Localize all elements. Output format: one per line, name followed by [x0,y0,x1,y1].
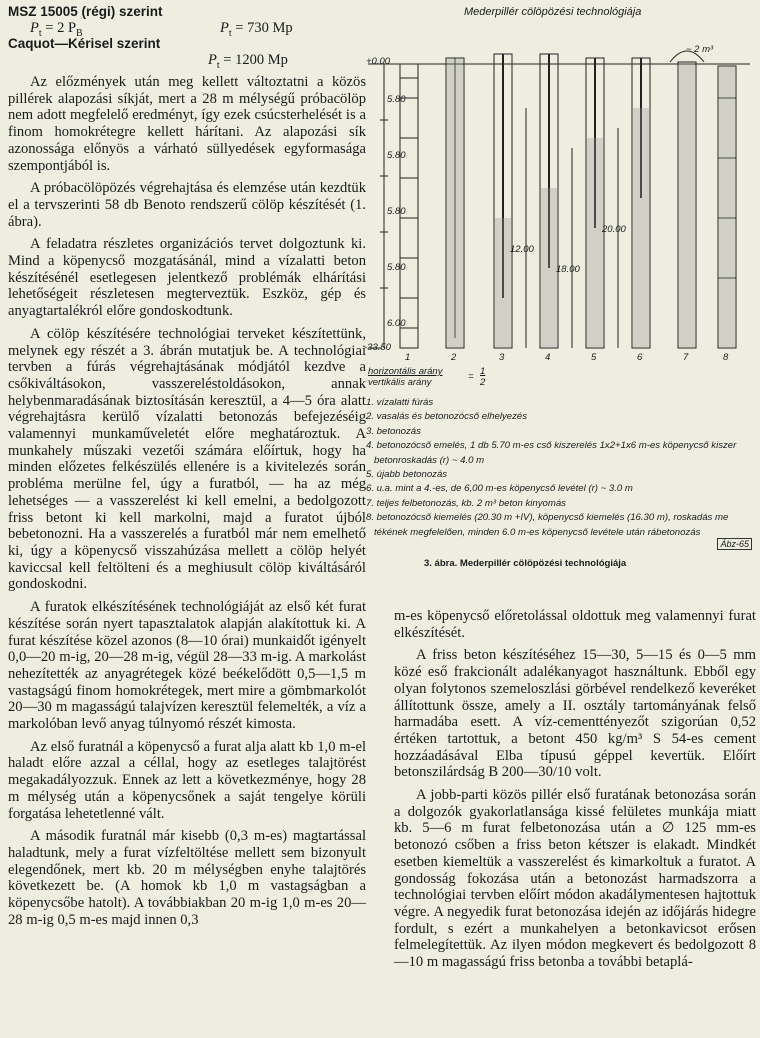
paragraph: A feladatra részletes organizációs tervet dolgoztunk ki. Mind a köpenycső mozgatásánál, mind a vízalatti beton készítésénél esetlegesen jelentkező problémák elhárítási lehetőségeit részletesen megterveztük. Eszköz, gép és anyagtartalékról előre gondoskodtunk. [8,236,366,320]
column-number: 7 [683,352,689,363]
dimension-label: 20.00 [602,224,626,235]
header-line-3 [8,36,366,52]
paragraph: m-es köpenycső előretolással oldottuk meg valamennyi furat elkészítését. [394,608,756,641]
paragraph: A második furatnál már kisebb (0,3 m-es) magtartással haladtunk, mely a furat vízfeltöltése mellett sem bizonyult elegendőnek, mert kb. 20 m mélységben enyhe talajtörés következett be. (A homok kb 1,0 m vastagságban a köpenycsőbe hatolt). A továbbiakban 20 m-ig 1,0 m-es 20—28 m-ig 0,5 m-es majd innen 0,3 [8,828,366,928]
column-number: 1 [405,352,411,363]
legend-item: 5. újabb betonozás [366,469,448,481]
legend-item: 2. vasalás és betonozócső elhelyezés [366,411,528,423]
figure: Mederpillér cölöpözési technológiája +0.00 -33.50 ~ 2 m³ 5.80 5.80 5.80 5.80 6.00 12.00 18.00 20.00 1 2 3 4 5 6 7 8 horizontális arány vertikális arány = 1 2 1. vízalatti fúrás 2. vasalás és betonozócső elhelyezés 3. betonozás 4. betonozócső emelés, 1 db 5.70 m-es cső kiszerelés 1x2+1x6 m-es köpenycső kiszer betonroskadás (r) ~ 4.0 m 5. újabb betonozás 6. u.a. mint a 4.-es, de 6,00 m-es köpenycső levétel (r) ~ 3.0 m 7. teljes felbetonozás, kb. 2 m³ beton kinyomás 8. betonozócső kiemelés (20.30 m +IV), köpenycső kiemelés (16.30 m), roskadás me tékének megfelelően, minden 6.0 m-es köpenycső levétele után rábetonozás Ábz-65 3. ábra. Mederpillér cölöpözési technológiája [360,4,760,600]
top-level-label: +0.00 [366,56,391,67]
paragraph: Az első furatnál a köpenycső a furat alja alatt kb 1,0 m-el haladt előre azzal a céllal, hogy az esetleges talajtörést megakadályozzuk. Ennek az lett a következménye, hogy 28 m mélység után a köpenycsőnek a saját tengelye körüli forgatása lehetetlenné vált. [8,738,366,822]
depth-label: 5.80 [387,262,406,273]
pile-diagram [360,18,760,378]
left-column [8,4,366,928]
column-number: 4 [545,352,551,363]
formula-left: $P_t = 2$ $P_B$ [30,20,83,39]
volume-label: ~ 2 m³ [686,44,714,55]
legend-item: 6. u.a. mint a 4.-es, de 6,00 m-es köpenycső levétel (r) ~ 3.0 m [366,483,633,495]
paragraph: Az előzmények után meg kellett változtatni a közös pillérek alapozási síkját, mert a 28 m mélységű próbacölöp nem adott megfelelő eredményt, így ezek csúcsterhelését is a finom homokrétegre kellett hárítani. Az alapozási sík azonossága előnyös a várható süllyedések egyformasága szempontjából is. [8,74,366,174]
legend-item: betonroskadás (r) ~ 4.0 m [366,454,485,466]
column-number: 2 [451,352,457,363]
depth-label: 6.00 [387,318,406,329]
column-number: 5 [591,352,597,363]
legend-item: 8. betonozócső kiemelés (20.30 m +IV), köpenycső kiemelés (16.30 m), roskadás me [366,512,729,524]
figure-title: Mederpillér cölöpözési technológiája [464,6,642,18]
formula-right: $P_t = 730$ Mp [220,20,293,39]
paragraph: A jobb-parti közös pillér első furatának betonozása során a dolgozók gyakorlatlansága kissé felületes munkája miatt kb. 5—6 m furat felbetonozása után a ∅ 125 mm-es betonozó csőben a friss beton kétszer is elakadt. Mindkét esetben kiemeltük a vasszerelést és kimarkoltuk a furatot. A gondosság fokozása után a betonozást harmadszorra a technológiai tervben előírt módon akadálymentesen hajtottuk végre. A negyedik furat betonozása idején az időjárás hidegre fordult, s ezért a munkahelyen a betonkavicsot erősen felmelegítettük. Az ilyen módon megkevert és bedolgozott 8—10 m magasságú friss betonba a további betaplá- [394,787,756,971]
header-line-2 [8,20,366,39]
bottom-level-label: -33.50 [364,342,391,353]
depth-label: 5.80 [387,94,406,105]
figure-code: Ábz-65 [717,538,752,550]
header-line-4 [8,52,366,71]
depth-label: 5.80 [387,150,406,161]
standard-label: MSZ 15005 (régi) szerint [8,4,163,19]
header-line-1 [8,4,366,20]
figure-legend [366,396,758,540]
column-number: 3 [499,352,505,363]
paragraph: A friss beton készítéséhez 15—30, 5—15 és 0—5 mm közé eső frakcionált adalékanyagot használtunk. Ebből egy olyan folytonos szemeloszlási görbével rendelkező keveréket állítottunk össze, amely a II. osztály tartományának felső harmadába esett. A víz-cementtényezőt szigorúan 0,52 értéken tartottuk, a betont 450 kg/m³ S 54-es cement hozzáadásával Elba típusú géppel kevertük. Előírt betonszilárdság B 200—30/10 volt. [394,647,756,781]
legend-item: 3. betonozás [366,425,421,437]
paragraph: A cölöp készítésére technológiai terveket készítettünk, melynek egy részét a 3. ábrán mutatjuk be. A technológiai tervben a fúrás végrehajtásának módjától kezdve a csőkiváltásokon, vasszereléstoldásokon, annak helybenmaradásának biztosításán keresztül, a 4—5 óra alatt végrehajtásra kerülő vízalatti betonozás befejezéséig valamennyi munkaműveletét előre meghatároztuk. A munkahely műszaki vezetői számára előírtuk, hogy ha minden előzetes felkészülés ellenére is a kivitelezés során probléma merülne fel, úgy a furatból, — ha az még lehetséges — a vasszerelést ki kell emelni, a bedolgozott friss betont ki kell markolni, majd a furatot újból bebetonozni. Ha a vasszerelés a furatból már nem emelhető ki, úgy a köpenycső visszahúzása mellett a cölöp helyét kaviccsal kell feltölteni és a meghiusult cölöp kiváltásáról gondoskodni. [8,325,366,593]
paragraph: A furatok elkészítésének technológiáját az első két furat készítése során nyert tapasztalatok alapján alakítottuk ki. A furat készítése közel azonos (8—10 órai) munkaidőt igényelt 0,0—20 m-ig, 20—28 m-ig, végül 28—33 m-ig. A markolást nehezítették az anyagrétegek közé beékelődött 0,5—1,5 m vastagságú finom homokrétegek, mert mire a gömbmarkolót 20—30 m magasságú talajvízen keresztül felemelték, a víz a markolóban levő anyag túlnyomó részét kimosta. [8,599,366,733]
formula-caquot: $P_t = 1200$ Mp [208,52,288,71]
figure-caption: 3. ábra. Mederpillér cölöpözési technológiája [424,558,627,569]
dimension-label: 12.00 [510,244,534,255]
legend-item: tékének megfelelően, minden 6.0 m-es köpenycső levétele után rábetonozás [366,526,701,538]
depth-label: 5.80 [387,206,406,217]
legend-item: 4. betonozócső emelés, 1 db 5.70 m-es cső kiszerelés 1x2+1x6 m-es köpenycső kiszer [366,440,737,452]
legend-item: 7. teljes felbetonozás, kb. 2 m³ beton kinyomás [366,497,566,509]
paragraph: A próbacölöpözés végrehajtása és elemzése után kezdtük el a tervszerinti 58 db Benoto rendszerű cölöp készítését (1. ábra). [8,180,366,230]
right-column [394,608,756,971]
legend-item: 1. vízalatti fúrás [366,397,434,408]
method-label: Caquot—Kérisel szerint [8,36,161,51]
column-number: 8 [723,352,729,363]
dimension-label: 18.00 [556,264,580,275]
column-number: 6 [637,352,643,363]
